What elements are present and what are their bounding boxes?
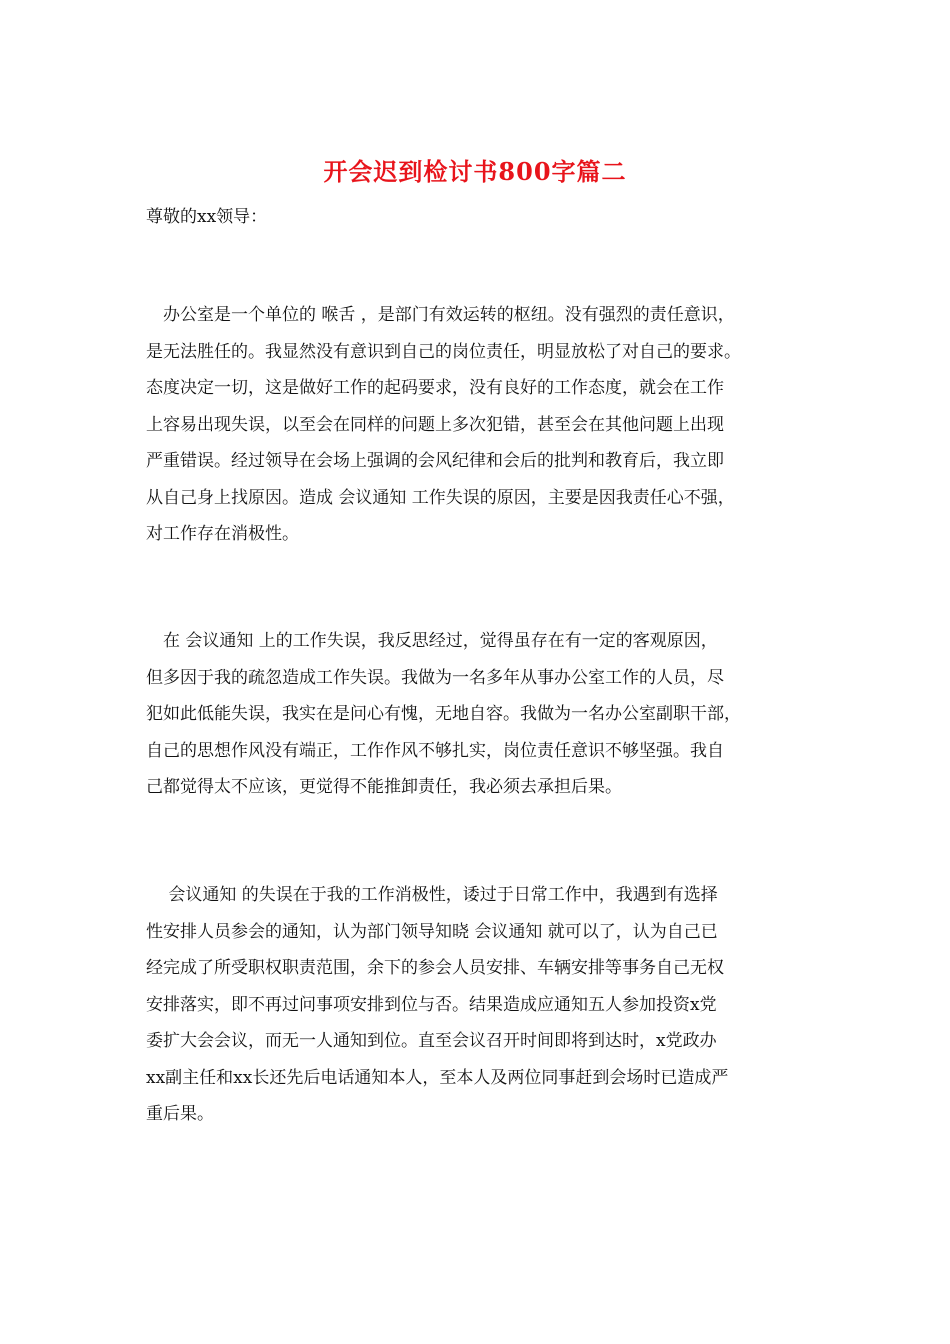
document-title: 开会迟到检讨书800字篇二 <box>323 157 627 186</box>
paragraph-line: 自己的思想作风没有端正，工作作风不够扎实，岗位责任意识不够坚强。我自 <box>146 740 724 761</box>
paragraph-line: 经完成了所受职权职责范围，余下的参会人员安排、车辆安排等事务自己无权 <box>146 958 724 978</box>
paragraph-line: 严重错误。经过领导在会场上强调的会风纪律和会后的批判和教育后，我立即 <box>146 451 724 471</box>
paragraph-line: 从自己身上找原因。造成 会议通知 工作失误的原因，主要是因我责任心不强， <box>146 487 735 508</box>
paragraph-1 <box>146 297 810 553</box>
paragraph-line: 己都觉得太不应该，更觉得不能推卸责任，我必须去承担后果。 <box>146 777 622 797</box>
paragraph-line: 上容易出现失误，以至会在同样的问题上多次犯错，甚至会在其他问题上出现 <box>146 414 724 435</box>
paragraph-line: xx副主任和xx长还先后电话通知本人，至本人及两位同事赶到会场时已造成严 <box>146 1067 729 1088</box>
paragraph-line: 对工作存在消极性。 <box>146 524 299 544</box>
paragraph-line: 性安排人员参会的通知，认为部门领导知晓 会议通知 就可以了，认为自己已 <box>146 921 718 942</box>
paragraph-line: 是无法胜任的。我显然没有意识到自己的岗位责任，明显放松了对自己的要求。 <box>146 341 741 362</box>
paragraph-line: 会议通知 的失误在于我的工作消极性，诿过于日常工作中，我遇到有选择 <box>146 885 718 905</box>
paragraph-line: 办公室是一个单位的 喉舌 ，是部门有效运转的枢纽。没有强烈的责任意识， <box>146 305 735 325</box>
paragraph-line: 安排落实，即不再过问事项安排到位与否。结果造成应通知五人参加投资x党 <box>146 994 717 1015</box>
paragraph-line: 重后果。 <box>146 1104 214 1124</box>
paragraph-line: 犯如此低能失误，我实在是问心有愧，无地自容。我做为一名办公室副职干部， <box>146 704 741 724</box>
paragraph-line: 在 会议通知 上的工作失误，我反思经过，觉得虽存在有一定的客观原因， <box>146 631 718 651</box>
salutation: 尊敬的xx领导： <box>146 207 268 227</box>
paragraph-3 <box>146 877 810 1133</box>
paragraph-line: 委扩大会会议，而无一人通知到位。直至会议召开时间即将到达时，x党政办 <box>146 1031 717 1051</box>
paragraph-line: 但多因于我的疏忽造成工作失误。我做为一名多年从事办公室工作的人员，尽 <box>146 667 724 688</box>
paragraph-line: 态度决定一切，这是做好工作的起码要求，没有良好的工作态度，就会在工作 <box>146 378 724 398</box>
paragraph-2 <box>146 623 810 806</box>
